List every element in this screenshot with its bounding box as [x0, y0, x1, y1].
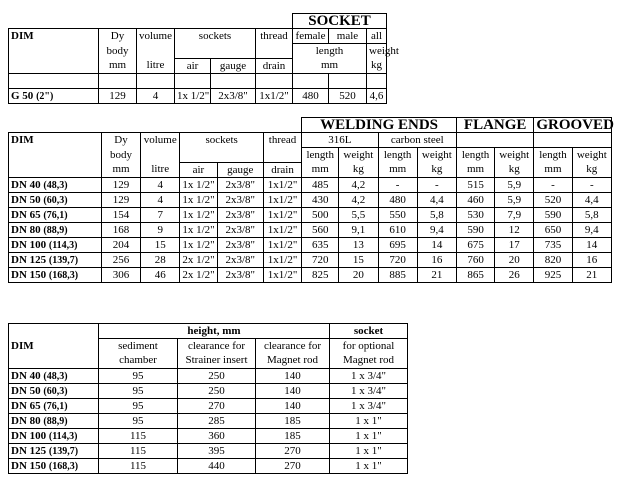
lcs-cell: 550 [378, 208, 417, 223]
thread-header: thread [256, 29, 293, 44]
socket-table [8, 12, 399, 104]
weight-grooved-header: weight [572, 148, 611, 163]
sock-cell: 1 x 3/4" [330, 369, 408, 384]
air-cell: 2x 1/2" [180, 253, 217, 268]
dy-header: Dy [99, 29, 137, 44]
drain-cell: 1x1/2" [263, 238, 301, 253]
table-row [9, 223, 612, 238]
w316-cell: 4,2 [339, 178, 378, 193]
table-row [9, 399, 408, 414]
dim-sub-label: (139,7) [48, 254, 79, 266]
wgr-cell: 5,8 [572, 208, 611, 223]
litre-unit: litre [137, 59, 175, 74]
lgr-cell: 735 [534, 238, 572, 253]
weight-316l-header: weight [339, 148, 378, 163]
dy-cell: 129 [101, 178, 140, 193]
mag-cell: 185 [256, 414, 330, 429]
l316-cell: 635 [302, 238, 339, 253]
volume-header: volume [137, 29, 175, 44]
gauge-header: gauge [211, 59, 256, 74]
wcs-cell: - [417, 178, 456, 193]
gauge-cell: 2x3/8" [217, 178, 263, 193]
volume-cell: 4 [137, 89, 175, 104]
dim-header: DIM [9, 133, 102, 148]
gauge-header: gauge [217, 163, 263, 178]
wgr-cell: 14 [572, 238, 611, 253]
wcs-cell: 5,8 [417, 208, 456, 223]
dim-label: DN 80 [11, 223, 41, 236]
lgr-cell: 590 [534, 208, 572, 223]
lfl-cell: 865 [456, 268, 494, 283]
weight-cs-header: weight [417, 148, 456, 163]
wfl-cell: 17 [495, 238, 534, 253]
table-row [9, 459, 408, 474]
air-header: air [175, 59, 211, 74]
dy-cell: 256 [101, 253, 140, 268]
wcs-cell: 21 [417, 268, 456, 283]
mm-unit: mm [534, 163, 572, 178]
wfl-cell: 7,9 [495, 208, 534, 223]
dim-label: G 50 [11, 89, 34, 102]
weight-header: weight [367, 44, 387, 59]
air-header: air [180, 163, 217, 178]
w316-cell: 4,2 [339, 193, 378, 208]
dim-label: DN 40 [11, 178, 41, 191]
body-header: body [99, 44, 137, 59]
drain-cell: 1x1/2" [263, 268, 301, 283]
mag-cell: 140 [256, 384, 330, 399]
dim-label: DN 65 [11, 208, 41, 221]
str-cell: 250 [178, 369, 256, 384]
welding-flange-grooved-table [8, 117, 612, 283]
gauge-cell: 2x3/8" [217, 223, 263, 238]
vol-cell: 7 [141, 208, 180, 223]
vol-cell: 4 [141, 193, 180, 208]
sed-cell: 95 [99, 399, 178, 414]
gauge-cell: 2x3/8" [217, 193, 263, 208]
dy-cell: 306 [101, 268, 140, 283]
dim-label: DN 80 [11, 414, 41, 427]
gauge-cell: 2x3/8" [217, 208, 263, 223]
vol-cell: 28 [141, 253, 180, 268]
sock-cell: 1 x 1" [330, 444, 408, 459]
length-grooved-header: length [534, 148, 572, 163]
str-cell: 270 [178, 399, 256, 414]
dim-sub-label: (76,1) [43, 400, 68, 412]
drain-cell: 1x1/2" [263, 253, 301, 268]
dim-sub-label: (2") [36, 90, 54, 102]
wfl-cell: 5,9 [495, 193, 534, 208]
table-row [9, 414, 408, 429]
vol-cell: 4 [141, 178, 180, 193]
w316-cell: 5,5 [339, 208, 378, 223]
vol-cell: 46 [141, 268, 180, 283]
flange-title: FLANGE [456, 118, 533, 133]
volume-header: volume [141, 133, 180, 148]
kg-unit: kg [572, 163, 611, 178]
dim-sub-label: (139,7) [48, 445, 79, 457]
sed-cell: 115 [99, 459, 178, 474]
mm-unit: mm [101, 163, 140, 178]
magnet-header: clearance for [256, 339, 330, 354]
sediment-header: sediment [99, 339, 178, 354]
wfl-cell: 12 [495, 223, 534, 238]
lfl-cell: 530 [456, 208, 494, 223]
strainer-header: clearance for [178, 339, 256, 354]
sed-cell: 95 [99, 369, 178, 384]
female-header: female [293, 29, 329, 44]
wgr-cell: 9,4 [572, 223, 611, 238]
dim-sub-label: (76,1) [43, 209, 68, 221]
dim-sub-label: (60,3) [43, 194, 68, 206]
length-mm-unit: mm [293, 59, 367, 74]
dy-cell: 154 [101, 208, 140, 223]
drain-cell: 1x1/2" [263, 193, 301, 208]
gauge-cell: 2x3/8" [211, 89, 256, 104]
wfl-cell: 5,9 [495, 178, 534, 193]
weight-cell: 4,6 [367, 89, 387, 104]
mm-unit: mm [456, 163, 494, 178]
dim-label: DN 100 [11, 238, 47, 251]
lfl-cell: 760 [456, 253, 494, 268]
str-cell: 250 [178, 384, 256, 399]
wfl-cell: 20 [495, 253, 534, 268]
lfl-cell: 675 [456, 238, 494, 253]
gauge-cell: 2x3/8" [217, 253, 263, 268]
litre-unit: litre [141, 163, 180, 178]
optional-header-2: Magnet rod [330, 354, 408, 369]
mag-cell: 140 [256, 399, 330, 414]
female-cell: 480 [293, 89, 329, 104]
all-header: all [367, 29, 387, 44]
dim-sub-label: (48,3) [43, 179, 68, 191]
lcs-cell: 610 [378, 223, 417, 238]
drain-cell: 1x1/2" [263, 223, 301, 238]
air-cell: 2x 1/2" [180, 268, 217, 283]
table-row [9, 444, 408, 459]
dim-label: DN 125 [11, 253, 47, 266]
dy-cell: 168 [101, 223, 140, 238]
table-row [9, 369, 408, 384]
strainer-header-2: Strainer insert [178, 354, 256, 369]
dim-sub-label: (88,9) [43, 415, 68, 427]
lfl-cell: 590 [456, 223, 494, 238]
table-row [9, 429, 408, 444]
mm-unit: mm [378, 163, 417, 178]
w316-cell: 15 [339, 253, 378, 268]
male-cell: 520 [329, 89, 367, 104]
mag-cell: 270 [256, 444, 330, 459]
dy-cell: 204 [101, 238, 140, 253]
w316-cell: 9,1 [339, 223, 378, 238]
vol-cell: 9 [141, 223, 180, 238]
sed-cell: 115 [99, 444, 178, 459]
wcs-cell: 4,4 [417, 193, 456, 208]
l316-cell: 720 [302, 253, 339, 268]
mm-unit: mm [302, 163, 339, 178]
316l-header: 316L [302, 133, 378, 148]
table-row [9, 178, 612, 193]
height-title: height, mm [99, 324, 330, 339]
dy-cell: 129 [99, 89, 137, 104]
table-row [9, 384, 408, 399]
w316-cell: 13 [339, 238, 378, 253]
lgr-cell: 925 [534, 268, 572, 283]
lfl-cell: 515 [456, 178, 494, 193]
wcs-cell: 16 [417, 253, 456, 268]
sediment-header-2: chamber [99, 354, 178, 369]
kg-unit: kg [339, 163, 378, 178]
thread-header: thread [263, 133, 301, 148]
air-cell: 1x 1/2" [180, 193, 217, 208]
vol-cell: 15 [141, 238, 180, 253]
sock-cell: 1 x 3/4" [330, 384, 408, 399]
sockets-header: sockets [175, 29, 256, 44]
dim-sub-label: (60,3) [43, 385, 68, 397]
table-row [9, 253, 612, 268]
wgr-cell: 16 [572, 253, 611, 268]
gauge-cell: 2x3/8" [217, 268, 263, 283]
drain-cell: 1x1/2" [256, 89, 293, 104]
w316-cell: 20 [339, 268, 378, 283]
weight-flange-header: weight [495, 148, 534, 163]
dim-sub-label: (168,3) [48, 269, 79, 281]
dim-header: DIM [9, 29, 99, 44]
dim-label: DN 150 [11, 459, 47, 472]
sock-cell: 1 x 1" [330, 429, 408, 444]
l316-cell: 560 [302, 223, 339, 238]
wgr-cell: 4,4 [572, 193, 611, 208]
sock-cell: 1 x 1" [330, 459, 408, 474]
wcs-cell: 14 [417, 238, 456, 253]
str-cell: 285 [178, 414, 256, 429]
sock-cell: 1 x 1" [330, 414, 408, 429]
air-cell: 1x 1/2" [180, 208, 217, 223]
lcs-cell: 720 [378, 253, 417, 268]
str-cell: 360 [178, 429, 256, 444]
dim-sub-label: (168,3) [48, 460, 79, 472]
length-cs-header: length [378, 148, 417, 163]
drain-header: drain [256, 59, 293, 74]
weight-kg-unit: kg [367, 59, 387, 74]
table-row [9, 238, 612, 253]
lfl-cell: 460 [456, 193, 494, 208]
lcs-cell: 695 [378, 238, 417, 253]
height-socket-table [8, 323, 408, 474]
gauge-cell: 2x3/8" [217, 238, 263, 253]
socket-title: socket [330, 324, 408, 339]
lgr-cell: - [534, 178, 572, 193]
sed-cell: 95 [99, 414, 178, 429]
dim-label: DN 125 [11, 444, 47, 457]
carbon-steel-header: carbon steel [378, 133, 456, 148]
air-cell: 1x 1/2" [175, 89, 211, 104]
dim-label: DN 50 [11, 384, 41, 397]
drain-cell: 1x1/2" [263, 208, 301, 223]
str-cell: 395 [178, 444, 256, 459]
l316-cell: 825 [302, 268, 339, 283]
sock-cell: 1 x 3/4" [330, 399, 408, 414]
dim-label: DN 100 [11, 429, 47, 442]
dim-header: DIM [9, 339, 99, 354]
optional-header: for optional [330, 339, 408, 354]
socket-title: SOCKET [293, 14, 387, 29]
table-row [9, 89, 387, 104]
dim-label: DN 65 [11, 399, 41, 412]
male-header: male [329, 29, 367, 44]
table-row [9, 268, 612, 283]
lgr-cell: 520 [534, 193, 572, 208]
dim-label: DN 150 [11, 268, 47, 281]
dim-sub-label: (114,3) [48, 239, 78, 251]
mag-cell: 140 [256, 369, 330, 384]
wgr-cell: 21 [572, 268, 611, 283]
drain-header: drain [263, 163, 301, 178]
l316-cell: 430 [302, 193, 339, 208]
kg-unit: kg [417, 163, 456, 178]
lcs-cell: 885 [378, 268, 417, 283]
grooved-title: GROOVED [534, 118, 612, 133]
sockets-header: sockets [180, 133, 264, 148]
wfl-cell: 26 [495, 268, 534, 283]
sed-cell: 115 [99, 429, 178, 444]
mag-cell: 185 [256, 429, 330, 444]
drain-cell: 1x1/2" [263, 178, 301, 193]
length-flange-header: length [456, 148, 494, 163]
air-cell: 1x 1/2" [180, 238, 217, 253]
length-header: length [293, 44, 367, 59]
table-row [9, 208, 612, 223]
sed-cell: 95 [99, 384, 178, 399]
mm-unit: mm [99, 59, 137, 74]
kg-unit: kg [495, 163, 534, 178]
mag-cell: 270 [256, 459, 330, 474]
dy-header: Dy [101, 133, 140, 148]
body-header: body [101, 148, 140, 163]
table-row [9, 193, 612, 208]
l316-cell: 500 [302, 208, 339, 223]
wgr-cell: - [572, 178, 611, 193]
lgr-cell: 650 [534, 223, 572, 238]
dy-cell: 129 [101, 193, 140, 208]
wcs-cell: 9,4 [417, 223, 456, 238]
l316-cell: 485 [302, 178, 339, 193]
air-cell: 1x 1/2" [180, 178, 217, 193]
air-cell: 1x 1/2" [180, 223, 217, 238]
str-cell: 440 [178, 459, 256, 474]
dim-sub-label: (48,3) [43, 370, 68, 382]
length-316l-header: length [302, 148, 339, 163]
magnet-header-2: Magnet rod [256, 354, 330, 369]
dim-label: DN 50 [11, 193, 41, 206]
dim-sub-label: (114,3) [48, 430, 78, 442]
welding-ends-title: WELDING ENDS [302, 118, 457, 133]
dim-label: DN 40 [11, 369, 41, 382]
dim-sub-label: (88,9) [43, 224, 68, 236]
lgr-cell: 820 [534, 253, 572, 268]
lcs-cell: - [378, 178, 417, 193]
lcs-cell: 480 [378, 193, 417, 208]
